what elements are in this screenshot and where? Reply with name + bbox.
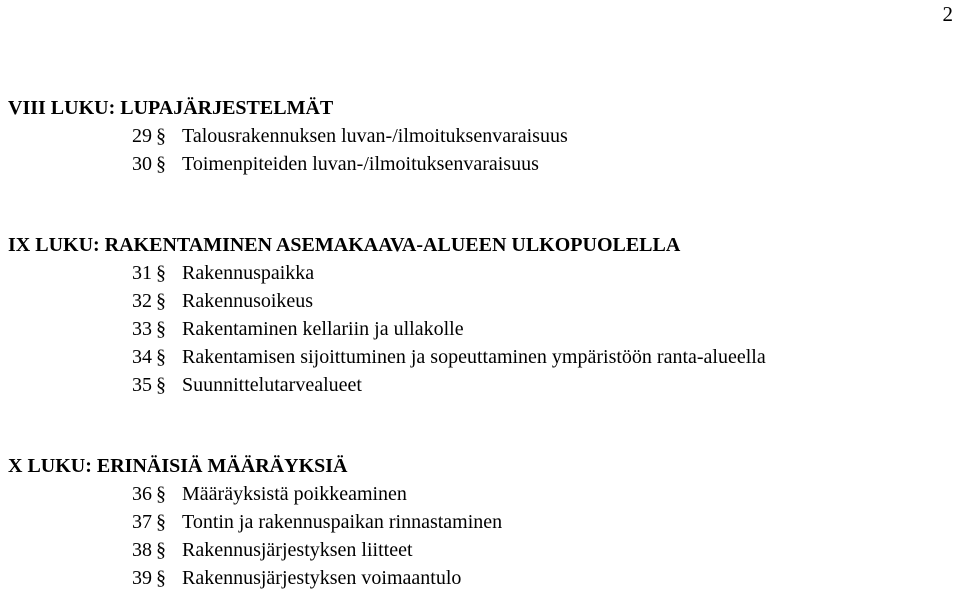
section-title: Talousrakennuksen luvan-/ilmoituksenvaraisuus	[182, 125, 568, 147]
section-title: Määräyksistä poikkeaminen	[182, 483, 407, 505]
chapter-ix	[8, 231, 948, 399]
section-number: 30	[132, 153, 152, 175]
section-title: Suunnittelutarvealueet	[182, 374, 362, 396]
section-sign: §	[156, 567, 166, 589]
toc-entry	[8, 287, 948, 315]
section-number: 29	[132, 125, 152, 147]
section-sign: §	[156, 125, 166, 147]
section-number: 36	[132, 483, 152, 505]
section-sign: §	[156, 346, 166, 368]
section-sign: §	[156, 262, 166, 284]
section-title: Rakentaminen kellariin ja ullakolle	[182, 318, 464, 340]
section-sign: §	[156, 483, 166, 505]
section-sign: §	[156, 374, 166, 396]
chapter-viii	[8, 94, 948, 178]
section-number: 33	[132, 318, 152, 340]
toc-entry	[8, 480, 948, 508]
section-number: 31	[132, 262, 152, 284]
section-number: 35	[132, 374, 152, 396]
toc-entry	[8, 315, 948, 343]
section-title: Rakennusjärjestyksen voimaantulo	[182, 567, 462, 589]
chapter-heading: VIII LUKU: LUPAJÄRJESTELMÄT	[8, 97, 334, 119]
section-title: Toimenpiteiden luvan-/ilmoituksenvaraisuus	[182, 153, 539, 175]
section-sign: §	[156, 290, 166, 312]
section-number: 34	[132, 346, 152, 368]
section-title: Rakentamisen sijoittuminen ja sopeuttaminen ympäristöön ranta-alueella	[182, 346, 766, 368]
section-number: 37	[132, 511, 152, 533]
toc-entry	[8, 259, 948, 287]
toc-entry	[8, 150, 948, 178]
chapter-heading: IX LUKU: RAKENTAMINEN ASEMAKAAVA-ALUEEN ULKOPUOLELLA	[8, 234, 681, 256]
toc-entry	[8, 122, 948, 150]
section-number: 39	[132, 567, 152, 589]
toc-entry	[8, 343, 948, 371]
page-number: 2	[942, 2, 953, 26]
toc-entry	[8, 371, 948, 399]
section-title: Tontin ja rakennuspaikan rinnastaminen	[182, 511, 503, 533]
section-title: Rakennusjärjestyksen liitteet	[182, 539, 413, 561]
toc-entry	[8, 536, 948, 564]
chapter-heading: X LUKU: ERINÄISIÄ MÄÄRÄYKSIÄ	[8, 455, 348, 477]
section-number: 38	[132, 539, 152, 561]
chapter-x	[8, 452, 948, 592]
section-title: Rakennuspaikka	[182, 262, 315, 284]
section-sign: §	[156, 318, 166, 340]
toc-entry	[8, 564, 948, 592]
toc-entry	[8, 508, 948, 536]
section-sign: §	[156, 539, 166, 561]
section-title: Rakennusoikeus	[182, 290, 314, 312]
section-number: 32	[132, 290, 152, 312]
section-sign: §	[156, 511, 166, 533]
section-sign: §	[156, 153, 166, 175]
